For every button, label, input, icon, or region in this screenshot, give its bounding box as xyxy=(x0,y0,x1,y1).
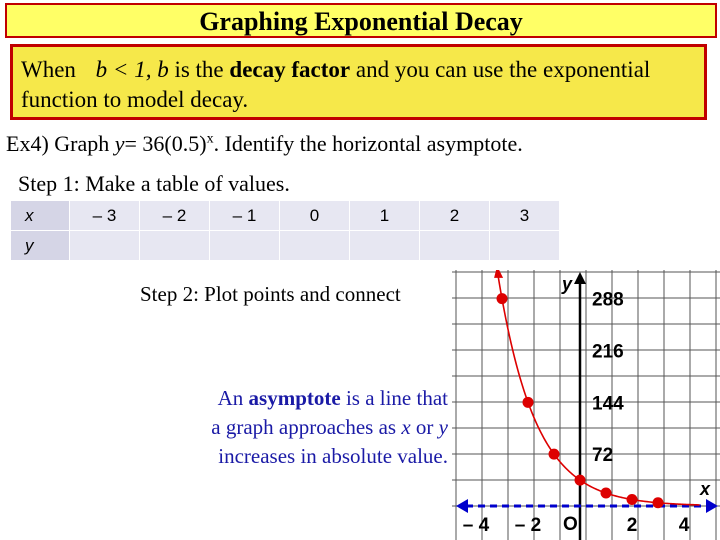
y-value-cell xyxy=(210,231,280,261)
definition-when: When xyxy=(21,57,76,82)
definition-rest: and you can use the exponential function to model decay. xyxy=(21,57,651,112)
example-prompt xyxy=(6,131,523,157)
y-tick-label: 288 xyxy=(592,289,624,311)
x-tick-label: – 4 xyxy=(462,515,490,536)
decay-graph xyxy=(452,270,720,540)
note-y-var: y xyxy=(438,415,448,439)
example-rest: . Identify the horizontal asymptote. xyxy=(213,131,523,156)
x-axis-label: x xyxy=(700,479,711,499)
y-tick-label: 72 xyxy=(592,445,614,467)
note-line2: a graph approaches as xyxy=(211,415,397,439)
x-value-cell: 1 xyxy=(350,201,420,231)
data-point xyxy=(601,488,612,499)
y-value-cell xyxy=(140,231,210,261)
y-value-cell xyxy=(420,231,490,261)
x-tick-label: – 2 xyxy=(514,515,542,536)
y-value-cell xyxy=(280,231,350,261)
x-value-cell: – 1 xyxy=(210,201,280,231)
step2-text: Step 2: Plot points and connect xyxy=(140,282,401,306)
example-exponent: x xyxy=(206,131,214,147)
y-value-cell xyxy=(70,231,140,261)
x-tick-label: 4 xyxy=(678,515,690,536)
data-point xyxy=(497,293,508,304)
example-equation: = 36(0.5) xyxy=(124,131,207,156)
y-value-cell xyxy=(350,231,420,261)
definition-box xyxy=(10,44,707,120)
x-row xyxy=(11,201,560,231)
data-point xyxy=(653,497,664,508)
definition-condition: b < 1, xyxy=(95,57,152,82)
note-term: asymptote xyxy=(248,386,341,410)
origin-label: O xyxy=(563,514,578,535)
data-point xyxy=(523,397,534,408)
note-x-var: x xyxy=(401,415,411,439)
y-row xyxy=(11,231,560,261)
y-axis-label: y xyxy=(562,274,573,294)
x-value-cell: 3 xyxy=(490,201,560,231)
y-value-cell xyxy=(490,231,560,261)
definition-term: decay factor xyxy=(229,57,351,82)
y-tick-label: 144 xyxy=(592,393,624,415)
asymptote-note xyxy=(160,384,448,471)
data-point xyxy=(627,494,638,505)
x-value-cell: – 3 xyxy=(70,201,140,231)
note-line3: increases in absolute value. xyxy=(218,444,448,468)
page-title: Graphing Exponential Decay xyxy=(199,7,523,36)
x-value-cell: – 2 xyxy=(140,201,210,231)
x-value-cell: 0 xyxy=(280,201,350,231)
y-header: y xyxy=(11,231,70,261)
y-tick-label: 216 xyxy=(592,341,624,363)
definition-b-var: b xyxy=(157,57,169,82)
example-label: Ex4) Graph xyxy=(6,131,110,156)
step1-text: Step 1: Make a table of values. xyxy=(18,171,290,196)
data-point xyxy=(549,449,560,460)
definition-is-the: is the xyxy=(174,57,224,82)
note-prefix: An xyxy=(217,386,244,410)
note-or: or xyxy=(415,415,434,439)
values-table xyxy=(10,200,560,261)
title-banner xyxy=(5,3,717,38)
x-header: x xyxy=(11,201,70,231)
note-line1: is a line that xyxy=(345,386,448,410)
example-y-var: y xyxy=(114,131,125,156)
x-value-cell: 2 xyxy=(420,201,490,231)
data-point xyxy=(575,475,586,486)
x-tick-label: 2 xyxy=(626,515,638,536)
